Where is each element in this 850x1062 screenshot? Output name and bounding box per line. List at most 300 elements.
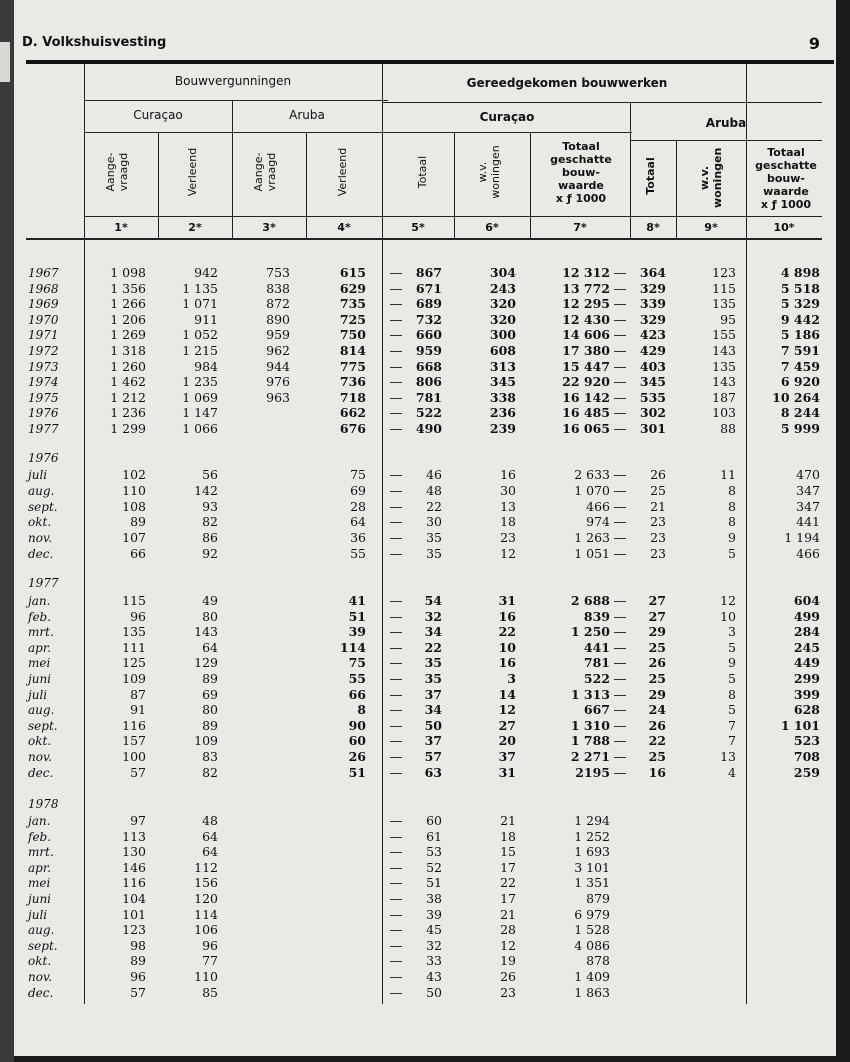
dash: [390, 538, 402, 539]
cell-c7: 14 606: [562, 327, 610, 343]
cell-c2: 82: [202, 514, 218, 530]
table-row: [14, 281, 836, 297]
cell-c8: 345: [639, 374, 666, 390]
cell-c6: 15: [500, 844, 516, 860]
cell-c8: 301: [639, 421, 666, 436]
cell-c7: 4 086: [574, 937, 610, 953]
cell-c7: 16 485: [562, 405, 610, 421]
row-label: dec.: [28, 547, 54, 561]
subheader-aruba-1: Aruba: [289, 108, 325, 122]
cell-c9: 11: [720, 467, 736, 482]
table-row: [14, 718, 836, 734]
table-row: [14, 655, 836, 671]
cell-c5: 30: [426, 514, 442, 530]
cell-c10: 523: [793, 733, 820, 749]
cell-c8: 29: [648, 624, 666, 640]
cell-c1: 146: [122, 859, 146, 875]
section-title: D. Volkshuisvesting: [22, 35, 167, 50]
cell-c8: 329: [639, 311, 666, 327]
cell-c6: 239: [489, 421, 516, 436]
cell-c9: 143: [712, 343, 736, 358]
cell-c8: 27: [648, 608, 666, 624]
dash: [614, 554, 626, 555]
dash: [390, 930, 402, 931]
cell-c9: 4: [728, 764, 736, 780]
cell-c1: 98: [130, 937, 146, 953]
page-header: [14, 30, 836, 60]
cell-c4: 28: [350, 498, 366, 514]
table-row: [14, 467, 836, 483]
cell-c5: 34: [424, 702, 442, 718]
row-label: aug.: [28, 483, 55, 498]
cell-c5: 35: [426, 546, 442, 561]
cell-c7: 12 312: [562, 265, 610, 280]
col-totaal-curacao: Totaal: [416, 155, 429, 189]
cell-c2: 1 135: [182, 280, 218, 296]
cell-c10: 466: [796, 546, 820, 561]
cell-c5: 63: [424, 764, 442, 780]
subheader-aruba-2: Aruba: [705, 116, 747, 130]
col-aangevraagd-curacao: Aange- vraagd: [104, 152, 130, 192]
cell-c3: 890: [266, 311, 290, 327]
dash: [390, 320, 402, 321]
cell-c5: 34: [424, 624, 442, 640]
cell-c6: 26: [500, 969, 516, 984]
group-label: 1976: [28, 451, 59, 465]
table-row: [14, 844, 836, 860]
cell-c1: 1 299: [110, 421, 146, 436]
table-row: [14, 265, 836, 281]
table-row: [14, 875, 836, 891]
cell-c10: 5 186: [780, 327, 820, 343]
cell-c2: 80: [202, 608, 218, 624]
row-label: okt.: [28, 734, 52, 749]
cell-c2: 1 215: [182, 343, 218, 358]
col-totaal-aruba: Totaal: [644, 157, 657, 195]
table-row: [14, 624, 836, 640]
table-row: [14, 813, 836, 829]
dash: [614, 507, 626, 508]
row-label: 1977: [28, 422, 59, 436]
cell-c9: 9: [728, 530, 736, 546]
cell-c10: 1 101: [780, 717, 820, 733]
cell-c4: 736: [339, 374, 366, 390]
cell-c1: 96: [130, 969, 146, 984]
row-label: aug.: [28, 703, 55, 718]
cell-c1: 1 098: [110, 265, 146, 280]
cell-c2: 1 066: [182, 421, 218, 436]
cell-c2: 89: [202, 671, 218, 686]
cell-c7: 6 979: [574, 906, 610, 922]
cell-c7: 22 920: [562, 374, 610, 390]
dash: [614, 601, 626, 602]
cell-c3: 959: [266, 327, 290, 343]
cell-c6: 22: [500, 875, 516, 891]
dash: [390, 522, 402, 523]
cell-c7: 1 051: [574, 546, 610, 561]
col-number: 4*: [337, 221, 351, 234]
row-label: dec.: [28, 765, 54, 780]
col-number: 2*: [188, 221, 202, 234]
cell-c2: 984: [194, 358, 218, 374]
cell-c6: 313: [489, 358, 516, 374]
cell-c5: 38: [426, 891, 442, 906]
cell-c5: 689: [415, 296, 442, 312]
cell-c8: 23: [650, 546, 666, 561]
cell-c8: 24: [648, 702, 666, 718]
row-label: nov.: [28, 750, 53, 764]
cell-c6: 12: [498, 702, 516, 718]
row-label: jan.: [28, 814, 51, 828]
cell-c1: 87: [130, 686, 146, 702]
rule: [630, 140, 822, 141]
cell-c9: 103: [712, 405, 736, 421]
table-row: [14, 702, 836, 718]
cell-c6: 608: [489, 343, 516, 358]
cell-c1: 1 236: [110, 405, 146, 421]
cell-c9: 5: [728, 546, 736, 561]
cell-c6: 23: [500, 530, 516, 546]
col-verleend-curacao: Verleend: [186, 147, 199, 197]
cell-c2: 77: [202, 953, 218, 969]
cell-c8: 423: [639, 327, 666, 343]
cell-c4: 26: [348, 749, 366, 764]
col-number: 9*: [704, 221, 718, 234]
cell-c1: 97: [130, 813, 146, 828]
dash: [390, 757, 402, 758]
dash: [390, 398, 402, 399]
cell-c10: 259: [793, 764, 820, 780]
cell-c2: 92: [202, 546, 218, 561]
col-number: 8*: [646, 221, 660, 234]
housing-table: [14, 64, 836, 1004]
rule: [746, 64, 747, 238]
cell-c1: 108: [122, 498, 146, 514]
cell-c2: 64: [202, 639, 218, 655]
dash: [390, 429, 402, 430]
cell-c6: 19: [500, 953, 516, 969]
cell-c4: 725: [339, 311, 366, 327]
row-label: 1972: [28, 344, 59, 358]
subheader-curacao-2: Curaçao: [479, 110, 535, 124]
cell-c2: 93: [202, 498, 218, 514]
row-label: mei: [28, 876, 51, 891]
cell-c3: 753: [266, 265, 290, 280]
cell-c9: 10: [720, 608, 736, 624]
rule: [630, 102, 631, 238]
cell-c6: 22: [498, 624, 516, 640]
cell-c6: 320: [489, 311, 516, 327]
dash: [390, 868, 402, 869]
table-row: [14, 609, 836, 625]
cell-c2: 1 071: [182, 296, 218, 312]
row-label: 1971: [28, 328, 59, 343]
cell-c6: 21: [500, 813, 516, 828]
cell-c8: 26: [648, 655, 666, 671]
cell-c9: 12: [720, 593, 736, 608]
row-label: nov.: [28, 970, 53, 984]
cell-c5: 45: [426, 922, 442, 938]
dash: [614, 351, 626, 352]
cell-c6: 243: [489, 280, 516, 296]
cell-c10: 7 459: [780, 358, 820, 374]
cell-c3: 963: [266, 389, 290, 405]
cell-c8: 364: [639, 265, 666, 280]
dash: [390, 413, 402, 414]
cell-c9: 8: [728, 498, 736, 514]
cell-c5: 668: [415, 358, 442, 374]
cell-c7: 16 142: [562, 389, 610, 405]
cell-c4: 60: [348, 733, 366, 749]
row-label: juli: [28, 468, 48, 482]
cell-c5: 22: [424, 639, 442, 655]
cell-c5: 48: [426, 482, 442, 498]
cell-c7: 441: [583, 639, 610, 655]
cell-c4: 718: [339, 389, 366, 405]
cell-c1: 109: [122, 671, 146, 686]
dash: [390, 852, 402, 853]
cell-c4: 51: [348, 608, 366, 624]
cell-c4: 662: [339, 405, 366, 421]
cell-c1: 66: [130, 546, 146, 561]
cell-c9: 7: [728, 733, 736, 749]
cell-c7: 1 310: [570, 717, 610, 733]
dash: [390, 946, 402, 947]
group-header-bouwvergunningen: Bouwvergunningen: [174, 74, 292, 88]
cell-c5: 781: [415, 389, 442, 405]
cell-c6: 16: [498, 608, 516, 624]
cell-c8: 535: [639, 389, 666, 405]
cell-c6: 13: [500, 498, 516, 514]
cell-c4: 814: [339, 343, 366, 358]
cell-c1: 57: [130, 984, 146, 1000]
cell-c10: 628: [793, 702, 820, 718]
dash: [390, 304, 402, 305]
cell-c1: 1 318: [110, 343, 146, 358]
dash: [390, 289, 402, 290]
cell-c1: 110: [122, 482, 146, 498]
dash: [614, 710, 626, 711]
cell-c2: 142: [194, 482, 218, 498]
cell-c5: 32: [426, 937, 442, 953]
cell-c2: 143: [194, 624, 218, 640]
cell-c3: 944: [266, 358, 290, 374]
cell-c2: 82: [202, 764, 218, 780]
dash: [614, 304, 626, 305]
dash: [614, 726, 626, 727]
cell-c1: 1 206: [110, 311, 146, 327]
cell-c2: 80: [202, 702, 218, 718]
cell-c10: 6 920: [780, 374, 820, 390]
cell-c9: 7: [728, 717, 736, 733]
cell-c8: 25: [648, 639, 666, 655]
cell-c7: 13 772: [562, 280, 610, 296]
cell-c7: 781: [583, 655, 610, 671]
dash: [390, 663, 402, 664]
cell-c2: 1 235: [182, 374, 218, 390]
cell-c2: 1 147: [182, 405, 218, 421]
cell-c7: 1 351: [574, 875, 610, 891]
cell-c10: 245: [793, 639, 820, 655]
cell-c1: 1 266: [110, 296, 146, 312]
cell-c8: 16: [648, 764, 666, 780]
dash: [614, 398, 626, 399]
cell-c1: 130: [122, 844, 146, 860]
cell-c9: 3: [728, 624, 736, 640]
cell-c7: 1 693: [574, 844, 610, 860]
cell-c6: 17: [500, 859, 516, 875]
dash: [614, 367, 626, 368]
cell-c9: 155: [712, 327, 736, 343]
cell-c2: 96: [202, 937, 218, 953]
cell-c7: 12 430: [562, 311, 610, 327]
table-row: [14, 530, 836, 546]
table-row: [14, 829, 836, 845]
cell-c6: 304: [489, 265, 516, 280]
cell-c6: 18: [500, 514, 516, 530]
cell-c5: 22: [426, 498, 442, 514]
cell-c9: 187: [712, 389, 736, 405]
table-row: [14, 687, 836, 703]
cell-c2: 69: [202, 686, 218, 702]
cell-c2: 109: [194, 733, 218, 749]
row-label: 1969: [28, 297, 59, 312]
cell-c9: 95: [720, 311, 736, 327]
rule: [382, 132, 632, 133]
group-label: 1977: [28, 576, 59, 590]
cell-c5: 37: [424, 686, 442, 702]
cell-c8: 27: [648, 593, 666, 608]
cell-c1: 89: [130, 514, 146, 530]
cell-c1: 116: [122, 875, 146, 891]
dash: [390, 335, 402, 336]
cell-c7: 1 252: [574, 828, 610, 844]
cell-c7: 1 788: [570, 733, 610, 749]
cell-c6: 338: [489, 389, 516, 405]
cell-c5: 490: [415, 421, 442, 436]
col-totaal-waarde-curacao: Totaal geschatte bouw- waarde x ƒ 1000: [550, 140, 612, 205]
dash: [390, 773, 402, 774]
cell-c7: 1 528: [574, 922, 610, 938]
table-row: [14, 514, 836, 530]
cell-c4: 69: [350, 482, 366, 498]
cell-c8: 339: [639, 296, 666, 312]
table-row: [14, 922, 836, 938]
row-label: dec.: [28, 985, 54, 1000]
cell-c7: 1 070: [574, 482, 610, 498]
cell-c5: 54: [424, 593, 442, 608]
cell-c7: 3 101: [574, 859, 610, 875]
dash: [614, 648, 626, 649]
cell-c5: 43: [426, 969, 442, 984]
dash: [390, 899, 402, 900]
cell-c6: 300: [489, 327, 516, 343]
cell-c7: 2195: [575, 764, 610, 780]
cell-c2: 1 069: [182, 389, 218, 405]
cell-c1: 1 212: [110, 389, 146, 405]
row-label: 1968: [28, 281, 59, 296]
cell-c6: 3: [507, 671, 516, 686]
table-row: [14, 953, 836, 969]
cell-c5: 806: [415, 374, 442, 390]
cell-c1: 135: [122, 624, 146, 640]
table-row: [14, 359, 836, 375]
cell-c9: 135: [712, 358, 736, 374]
cell-c7: 17 380: [562, 343, 610, 358]
col-totaal-waarde-aruba: Totaal geschatte bouw- waarde x ƒ 1000: [755, 146, 817, 211]
table-row: [14, 390, 836, 406]
cell-c10: 9 442: [780, 311, 820, 327]
cell-c5: 33: [426, 953, 442, 969]
cell-c2: 129: [194, 655, 218, 671]
cell-c7: 1 409: [574, 969, 610, 984]
cell-c1: 111: [122, 639, 146, 655]
cell-c4: 114: [339, 639, 366, 655]
dash: [614, 522, 626, 523]
cell-c7: 974: [586, 514, 610, 530]
cell-c9: 5: [728, 671, 736, 686]
cell-c9: 9: [728, 655, 736, 671]
row-label: apr.: [28, 860, 52, 875]
cell-c5: 959: [415, 343, 442, 358]
cell-c8: 26: [650, 467, 666, 482]
cell-c4: 39: [348, 624, 366, 640]
cell-c7: 2 271: [570, 749, 610, 764]
cell-c2: 156: [194, 875, 218, 891]
cell-c7: 1 263: [574, 530, 610, 546]
cell-c4: 36: [350, 530, 366, 546]
dash: [390, 961, 402, 962]
cell-c4: 41: [348, 593, 366, 608]
cell-c6: 14: [498, 686, 516, 702]
table-row: [14, 593, 836, 609]
cell-c9: 115: [712, 280, 736, 296]
row-label: juni: [28, 892, 52, 906]
document-page: [14, 0, 836, 1056]
dash: [614, 741, 626, 742]
cell-c10: 470: [796, 467, 820, 482]
row-label: mrt.: [28, 845, 54, 860]
cell-c10: 5 518: [780, 280, 820, 296]
table-row: [14, 499, 836, 515]
dash: [390, 837, 402, 838]
rule: [84, 132, 388, 133]
cell-c8: 26: [648, 717, 666, 733]
row-label: jan.: [28, 594, 51, 608]
cell-c1: 123: [122, 922, 146, 938]
cell-c1: 116: [122, 717, 146, 733]
cell-c1: 89: [130, 953, 146, 969]
cell-c2: 911: [194, 311, 218, 327]
cell-c7: 16 065: [562, 421, 610, 436]
cell-c5: 51: [426, 875, 442, 891]
dash: [614, 382, 626, 383]
cell-c5: 671: [415, 280, 442, 296]
cell-c10: 399: [793, 686, 820, 702]
cell-c6: 18: [500, 828, 516, 844]
cell-c9: 13: [720, 749, 736, 764]
cell-c8: 25: [650, 482, 666, 498]
rule: [84, 100, 388, 101]
subheader-curacao-1: Curaçao: [133, 108, 183, 122]
dash: [390, 475, 402, 476]
cell-c5: 61: [426, 828, 442, 844]
cell-c2: 56: [202, 467, 218, 482]
cell-c10: 604: [793, 593, 820, 608]
cell-c7: 2 688: [570, 593, 610, 608]
cell-c8: 22: [648, 733, 666, 749]
dash: [614, 757, 626, 758]
